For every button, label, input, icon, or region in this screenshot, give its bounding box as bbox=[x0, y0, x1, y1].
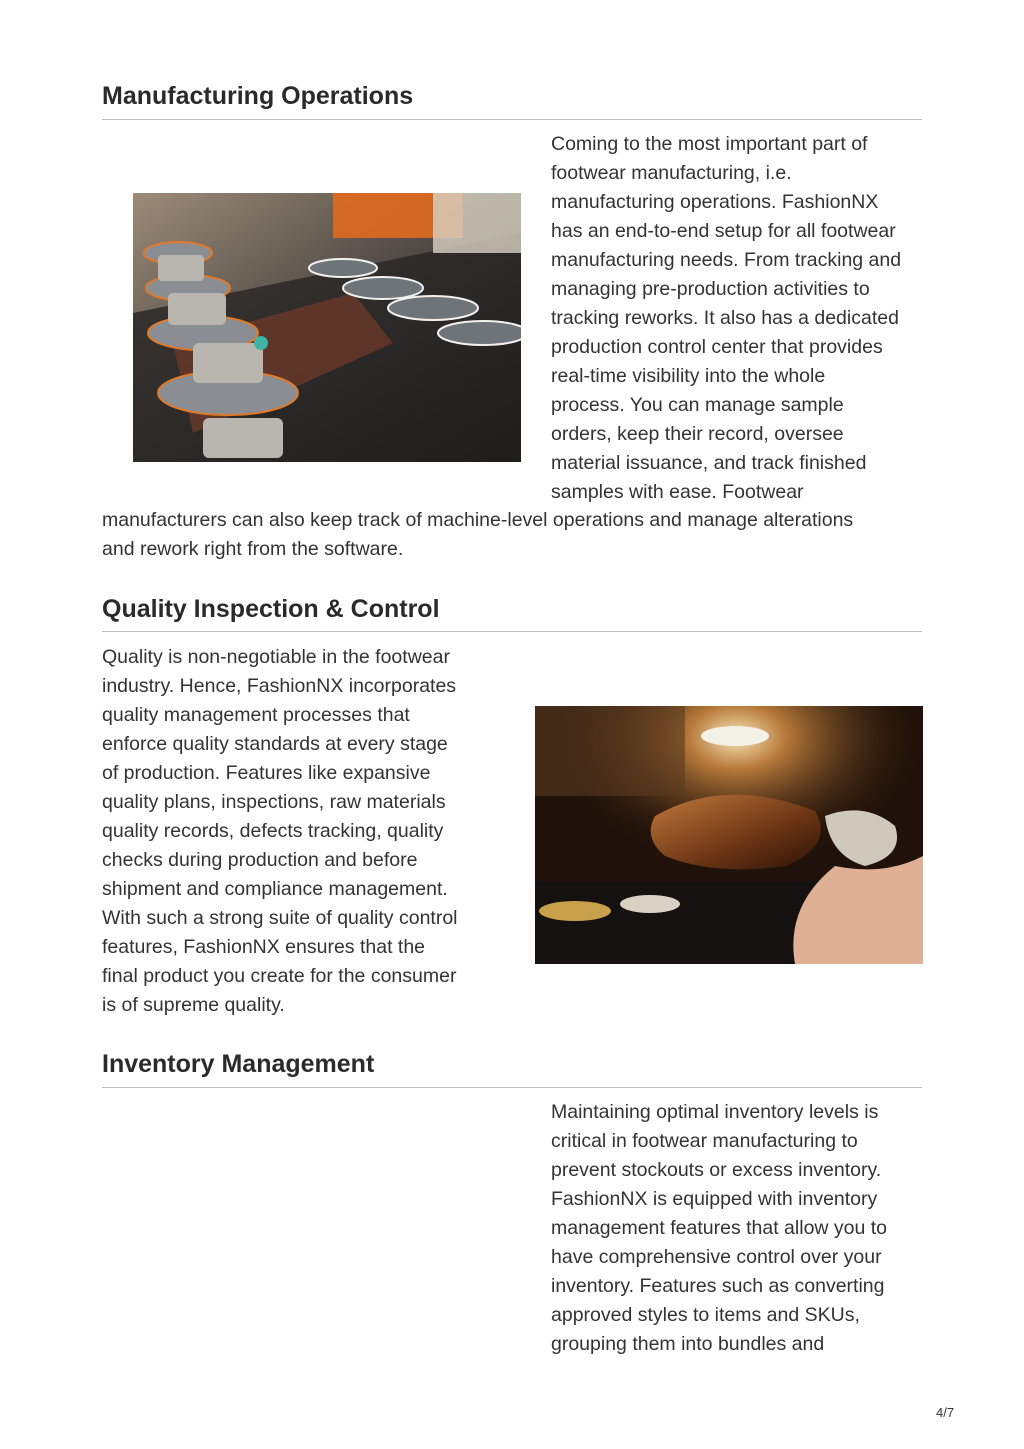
text-line: inventory. Features such as converting bbox=[551, 1275, 885, 1297]
text-line: industry. Hence, FashionNX incorporates bbox=[102, 675, 457, 697]
text-line: have comprehensive control over your bbox=[551, 1246, 882, 1268]
photo-shoe-polishing bbox=[535, 706, 923, 964]
page-number: 4/7 bbox=[936, 1405, 955, 1420]
text-line: features, FashionNX ensures that the bbox=[102, 936, 426, 958]
text-line: manufacturing operations. FashionNX bbox=[551, 191, 879, 213]
text-line: production control center that provides bbox=[551, 336, 883, 358]
manufacturing-paragraph bbox=[551, 130, 901, 507]
text-line: approved styles to items and SKUs, bbox=[551, 1304, 860, 1326]
text-line: real-time visibility into the whole bbox=[551, 365, 826, 387]
text-line: shipment and compliance management. bbox=[102, 878, 448, 900]
text-line: enforce quality standards at every stage bbox=[102, 733, 448, 755]
inventory-paragraph bbox=[551, 1098, 887, 1359]
text-line: manufacturing needs. From tracking and bbox=[551, 249, 902, 271]
text-line: Maintaining optimal inventory levels is bbox=[551, 1101, 879, 1123]
text-line: of production. Features like expansive bbox=[102, 762, 431, 784]
text-line: final product you create for the consumer bbox=[102, 965, 457, 987]
text-line: Quality is non-negotiable in the footwear bbox=[102, 646, 450, 668]
text-line: FashionNX is equipped with inventory bbox=[551, 1188, 878, 1210]
text-line: orders, keep their record, oversee bbox=[551, 423, 844, 445]
text-line: footwear manufacturing, i.e. bbox=[551, 162, 792, 184]
photo-shoe-production-line bbox=[133, 193, 521, 462]
text-line: grouping them into bundles and bbox=[551, 1333, 825, 1355]
section-heading-manufacturing: Manufacturing Operations bbox=[102, 82, 414, 110]
section-heading-inventory: Inventory Management bbox=[102, 1050, 375, 1078]
text-line: prevent stockouts or excess inventory. bbox=[551, 1159, 882, 1181]
text-line: is of supreme quality. bbox=[102, 994, 285, 1016]
text-line: process. You can manage sample bbox=[551, 394, 844, 416]
heading-divider bbox=[102, 1087, 922, 1088]
text-line: tracking reworks. It also has a dedicated bbox=[551, 307, 899, 329]
text-line: quality records, defects tracking, quality bbox=[102, 820, 444, 842]
text-line: quality management processes that bbox=[102, 704, 410, 726]
text-line: has an end-to-end setup for all footwear bbox=[551, 220, 896, 242]
text-line: material issuance, and track finished bbox=[551, 452, 867, 474]
text-line: Coming to the most important part of bbox=[551, 133, 868, 155]
text-line: quality plans, inspections, raw materials bbox=[102, 791, 446, 813]
text-line: manufacturers can also keep track of machine-level operations and manage alterations bbox=[102, 509, 854, 531]
text-line: checks during production and before bbox=[102, 849, 418, 871]
text-line: critical in footwear manufacturing to bbox=[551, 1130, 858, 1152]
text-line: With such a strong suite of quality control bbox=[102, 907, 458, 929]
manufacturing-paragraph-continued bbox=[102, 506, 853, 564]
heading-divider bbox=[102, 631, 922, 632]
text-line: management features that allow you to bbox=[551, 1217, 888, 1239]
text-line: samples with ease. Footwear bbox=[551, 481, 804, 503]
section-heading-quality: Quality Inspection & Control bbox=[102, 595, 440, 623]
text-line: managing pre-production activities to bbox=[551, 278, 870, 300]
text-line: and rework right from the software. bbox=[102, 538, 404, 560]
quality-paragraph bbox=[102, 643, 458, 1020]
heading-divider bbox=[102, 119, 922, 120]
